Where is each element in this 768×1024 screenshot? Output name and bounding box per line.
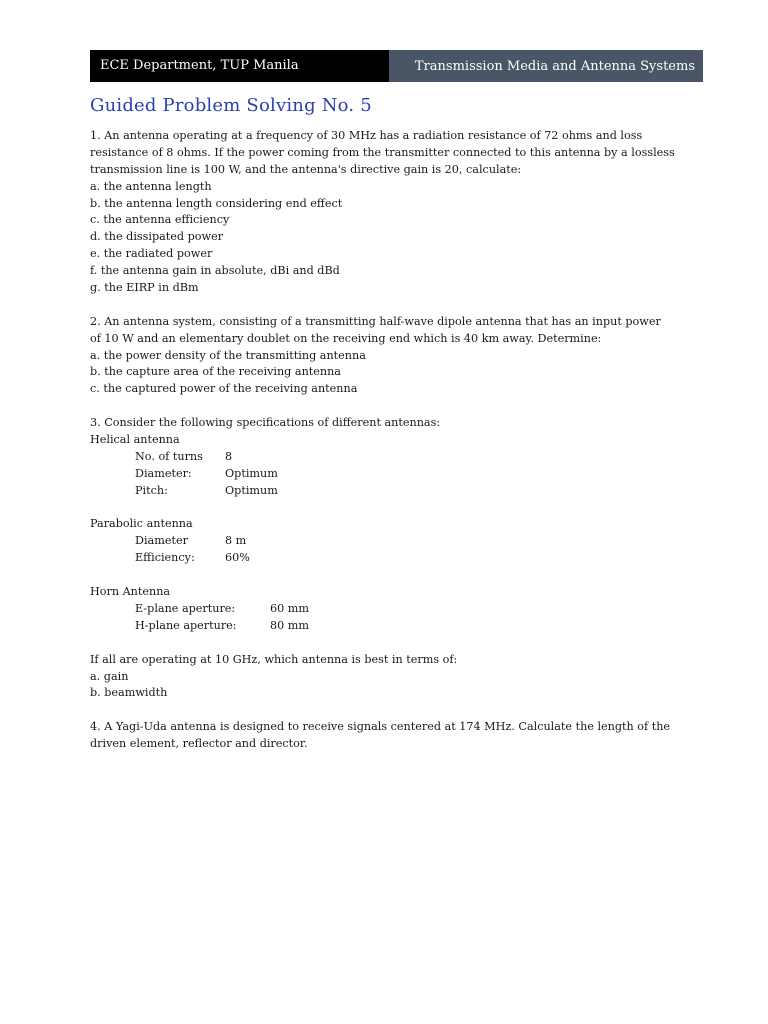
problem-1-item: e. the radiated power bbox=[90, 247, 213, 261]
problem-2-line: of 10 W and an elementary doublet on the receiving end which is 40 km away. Determine: bbox=[90, 331, 602, 345]
spec-label: H-plane aperture: bbox=[135, 618, 237, 632]
problem-2 bbox=[90, 314, 690, 398]
problem-1-item: a. the antenna length bbox=[90, 179, 212, 193]
page-title: Guided Problem Solving No. 5 bbox=[90, 95, 372, 116]
problem-1-item: f. the antenna gain in absolute, dBi and dBd bbox=[90, 264, 340, 278]
problem-1-line: resistance of 8 ohms. If the power coming from the transmitter connected to this antenna by a lossless bbox=[90, 145, 675, 159]
spec-row bbox=[90, 533, 690, 550]
problem-3-item: a. gain bbox=[90, 669, 129, 683]
document-body bbox=[90, 128, 690, 753]
problem-1-item: b. the antenna length considering end effect bbox=[90, 196, 343, 210]
spec-row bbox=[90, 449, 690, 466]
problem-4-line: 4. A Yagi-Uda antenna is designed to receive signals centered at 174 MHz. Calculate the length of the bbox=[90, 720, 671, 734]
problem-1-item: g. the EIRP in dBm bbox=[90, 281, 199, 295]
problem-1 bbox=[90, 128, 690, 297]
spec-label: Pitch: bbox=[135, 483, 168, 497]
spec-label: E-plane aperture: bbox=[135, 601, 236, 615]
problem-1-line: 1. An antenna operating at a frequency of 30 MHz has a radiation resistance of 72 ohms and loss bbox=[90, 129, 643, 142]
spec-value: 60% bbox=[225, 551, 250, 565]
spec-label: Efficiency: bbox=[135, 551, 195, 565]
problem-1-item: d. the dissipated power bbox=[90, 230, 224, 244]
document-header bbox=[90, 50, 703, 82]
course-label: Transmission Media and Antenna Systems bbox=[389, 50, 703, 82]
problem-1-item: c. the antenna efficiency bbox=[90, 213, 230, 227]
spec-value: 8 bbox=[225, 449, 233, 463]
spec-row bbox=[90, 483, 690, 500]
problem-3-item: b. beamwidth bbox=[90, 686, 168, 700]
problem-3 bbox=[90, 415, 690, 702]
problem-4-line: driven element, reflector and director. bbox=[90, 737, 308, 751]
spec-value: 80 mm bbox=[270, 618, 310, 632]
spec-label: Diameter bbox=[135, 534, 188, 548]
spec-value: 60 mm bbox=[270, 601, 310, 615]
spec-value: Optimum bbox=[225, 483, 278, 497]
department-label: ECE Department, TUP Manila bbox=[90, 50, 389, 82]
parabolic-antenna-heading: Parabolic antenna bbox=[90, 517, 193, 531]
problem-2-line: 2. An antenna system, consisting of a transmitting half-wave dipole antenna that has an input power bbox=[90, 314, 661, 328]
problem-3-intro: 3. Consider the following specifications of different antennas: bbox=[90, 416, 441, 430]
problem-2-item: c. the captured power of the receiving antenna bbox=[90, 382, 358, 396]
problem-1-line: transmission line is 100 W, and the antenna's directive gain is 20, calculate: bbox=[90, 162, 522, 176]
spec-value: 8 m bbox=[225, 534, 247, 548]
spec-row bbox=[90, 618, 690, 635]
spec-value: Optimum bbox=[225, 466, 278, 480]
spec-row bbox=[90, 466, 690, 483]
problem-2-item: b. the capture area of the receiving antenna bbox=[90, 365, 341, 379]
horn-antenna-heading: Horn Antenna bbox=[90, 585, 171, 599]
helical-antenna-heading: Helical antenna bbox=[90, 433, 180, 447]
problem-4 bbox=[90, 719, 690, 753]
problem-2-item: a. the power density of the transmitting antenna bbox=[90, 348, 366, 362]
spec-row bbox=[90, 601, 690, 618]
spec-label: Diameter: bbox=[135, 466, 192, 480]
spec-row bbox=[90, 550, 690, 567]
problem-3-question: If all are operating at 10 GHz, which antenna is best in terms of: bbox=[90, 652, 458, 666]
spec-label: No. of turns bbox=[135, 449, 203, 463]
